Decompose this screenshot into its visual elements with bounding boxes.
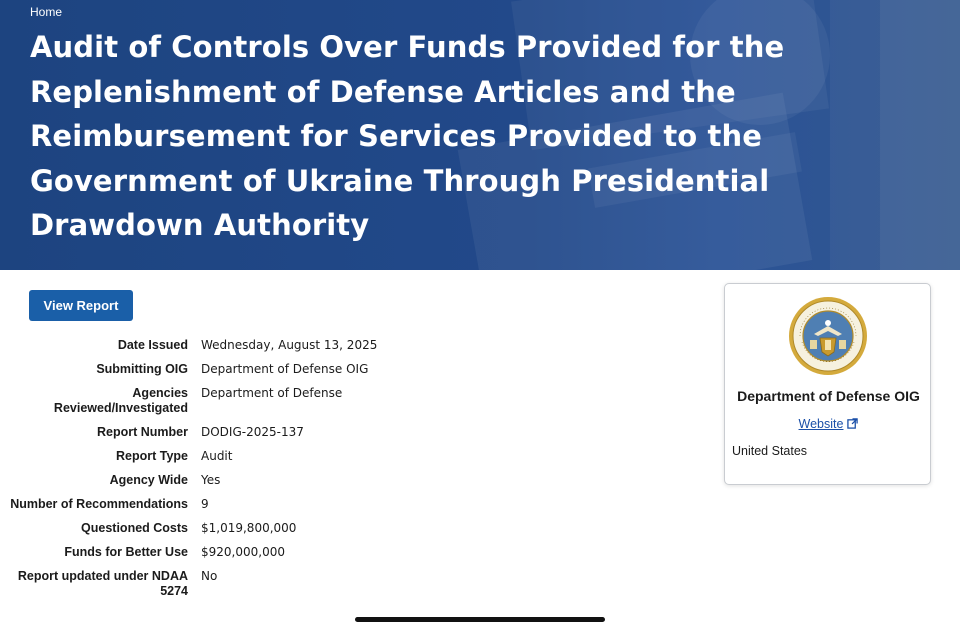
detail-value: $1,019,800,000 [201,521,297,535]
agency-name: Department of Defense OIG [737,388,920,404]
detail-row-report-type [0,449,520,464]
detail-label: Funds for Better Use [64,545,188,559]
external-link-icon[interactable] [847,418,858,429]
detail-value: Wednesday, August 13, 2025 [201,338,378,352]
agency-country: United States [732,444,808,458]
home-indicator[interactable] [355,617,605,622]
detail-row-date-issued [0,338,520,353]
detail-row-recommendations [0,497,520,512]
breadcrumb[interactable] [30,5,62,19]
detail-label: Date Issued [117,338,188,352]
detail-value: No [201,569,218,583]
breadcrumb-home[interactable]: Home [30,5,63,19]
detail-label: Agency Wide [109,473,188,487]
detail-label: Number of Recommendations [10,497,188,511]
detail-value: $920,000,000 [201,545,285,559]
detail-label: Report updated under NDAA 5274 [17,569,188,598]
detail-row-submitting-oig [0,362,520,377]
detail-row-agencies [0,386,520,416]
detail-value: Audit [201,449,233,463]
agency-card [724,283,931,485]
page-title: Audit of Controls Over Funds Provided for the Replenishment of Defense Articles and the Reimbursement for Services Provided to the Government of Ukraine Through Presidential Drawdown Authority [30,30,785,242]
report-details [0,338,520,608]
agency-website[interactable] [725,417,932,431]
detail-row-funds-better-use [0,545,520,560]
detail-row-agency-wide [0,473,520,488]
page-hero [0,0,960,270]
detail-row-questioned-costs [0,521,520,536]
detail-value: Department of Defense [201,386,343,400]
website-link[interactable]: Website [798,417,844,431]
detail-label: Agencies Reviewed/Investigated [53,386,188,415]
detail-label: Report Number [97,425,188,439]
detail-value: Department of Defense OIG [201,362,369,376]
detail-row-report-number [0,425,520,440]
detail-value: 9 [201,497,209,511]
detail-row-ndaa [0,569,520,599]
detail-value: Yes [201,473,221,487]
detail-label: Questioned Costs [81,521,188,535]
detail-value: DODIG-2025-137 [201,425,304,439]
detail-label: Submitting OIG [96,362,188,376]
dod-oig-seal-icon [788,296,868,376]
view-report-button[interactable]: View Report [29,290,133,321]
detail-label: Report Type [116,449,188,463]
